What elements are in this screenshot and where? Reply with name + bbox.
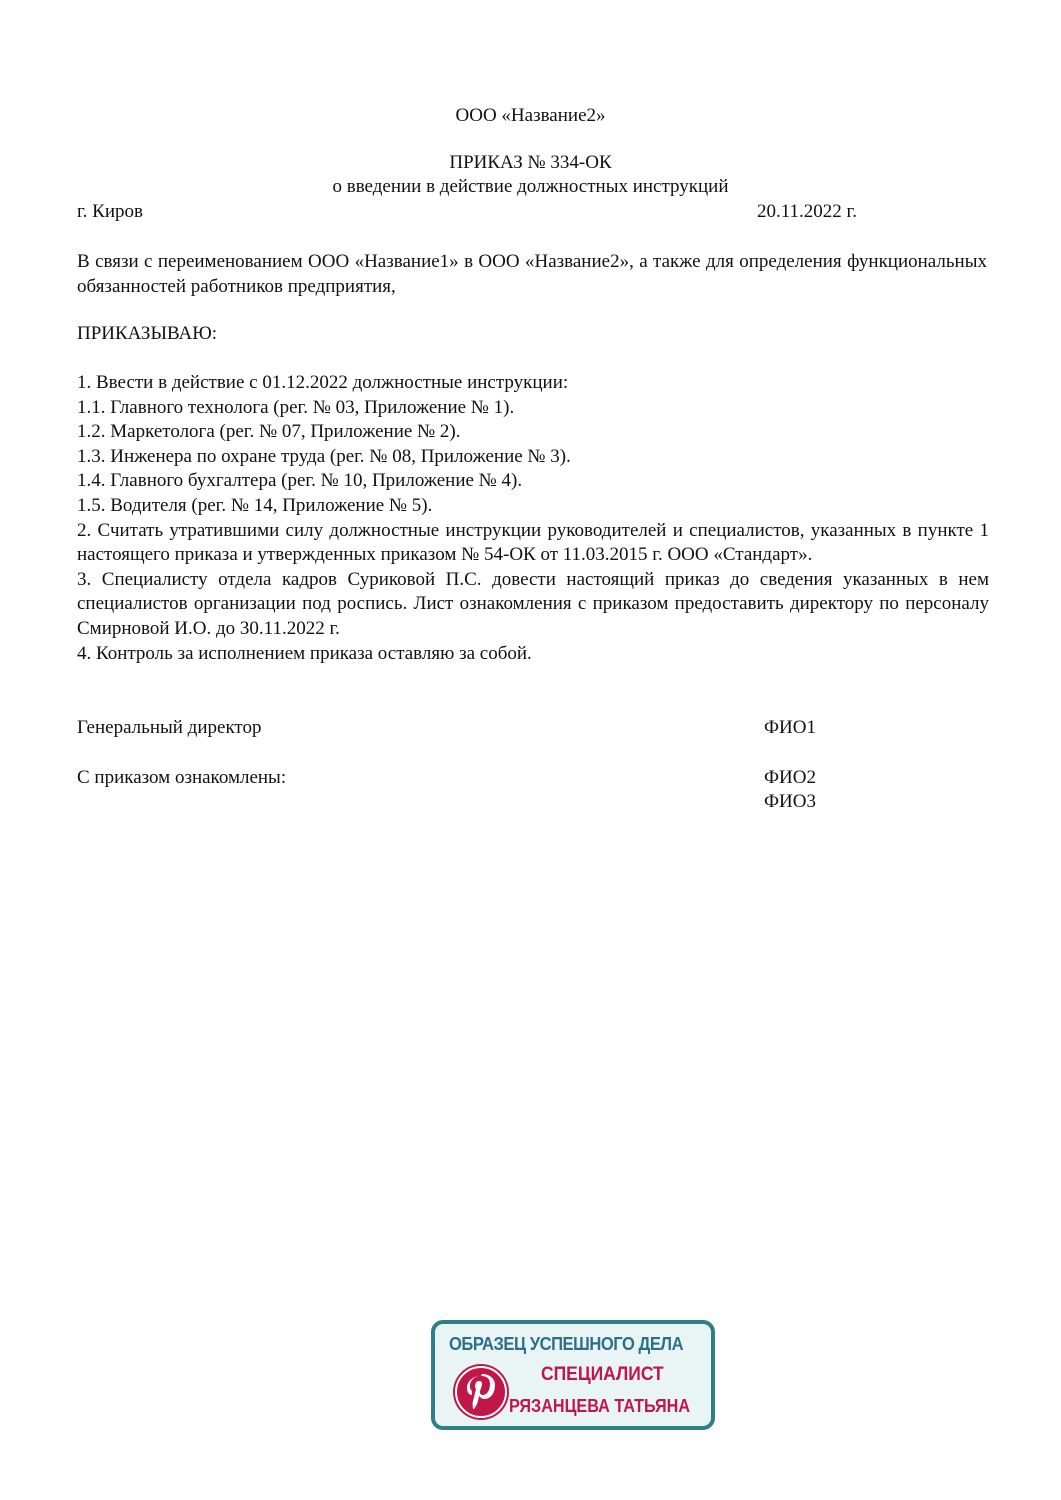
signature-position: Генеральный директор xyxy=(77,717,262,738)
badge-title: ОБРАЗЕЦ УСПЕШНОГО ДЕЛА xyxy=(449,1334,684,1354)
organization-name: ООО «Название2» xyxy=(455,105,606,126)
order-items xyxy=(77,371,989,666)
signature-name: ФИО1 xyxy=(764,717,816,738)
order-date: 20.11.2022 г. xyxy=(757,201,857,222)
order-item: 4. Контроль за исполнением приказа оставляю за собой. xyxy=(77,642,532,664)
order-item: 1.4. Главного бухгалтера (рег. № 10, Приложение № 4). xyxy=(77,470,523,492)
order-item: 1. Ввести в действие с 01.12.2022 должностные инструкции: xyxy=(77,372,569,393)
order-item: 1.3. Инженера по охране труда (рег. № 08, Приложение № 3). xyxy=(77,445,571,467)
acknowledged-label: С приказом ознакомлены: xyxy=(77,767,287,788)
order-title: ПРИКАЗ № 334-ОК xyxy=(449,152,612,173)
order-item: 2. Считать утратившими силу должностные инструкции руководителей и специалистов, указанных в пункте 1 настоящего приказа и утвержденных приказом № 54-ОК от 11.03.2015 г. ООО «Стандарт». xyxy=(77,519,989,566)
order-item: 1.2. Маркетолога (рег. № 07, Приложение № 2). xyxy=(77,421,461,443)
preamble xyxy=(77,250,987,300)
order-word: ПРИКАЗЫВАЮ: xyxy=(77,323,218,344)
acknowledged-name: ФИО3 xyxy=(764,791,816,812)
watermark-badge xyxy=(431,1320,715,1430)
acknowledged-name: ФИО2 xyxy=(764,767,816,788)
order-subject: о введении в действие должностных инструкций xyxy=(332,176,729,197)
order-item: 1.1. Главного технолога (рег. № 03, Приложение № 1). xyxy=(77,396,515,418)
badge-specialist: СПЕЦИАЛИСТ xyxy=(541,1364,664,1385)
preamble-text: В связи с переименованием ООО «Название1» в ООО «Название2», а также для определения функциональных обязанностей работников предприятия, xyxy=(77,251,987,297)
badge-author: РЯЗАНЦЕВА ТАТЬЯНА xyxy=(509,1396,691,1416)
pinterest-icon xyxy=(451,1362,511,1422)
order-item: 3. Специалисту отдела кадров Суриковой П.С. довести настоящий приказ до сведения указанных в нем специалистов организации под роспись. Лист ознакомления с приказом предоставить директору по персоналу Смирновой И.О. до 30.11.2022 г. xyxy=(77,568,989,639)
order-item: 1.5. Водителя (рег. № 14, Приложение № 5). xyxy=(77,494,433,516)
city: г. Киров xyxy=(77,201,143,222)
